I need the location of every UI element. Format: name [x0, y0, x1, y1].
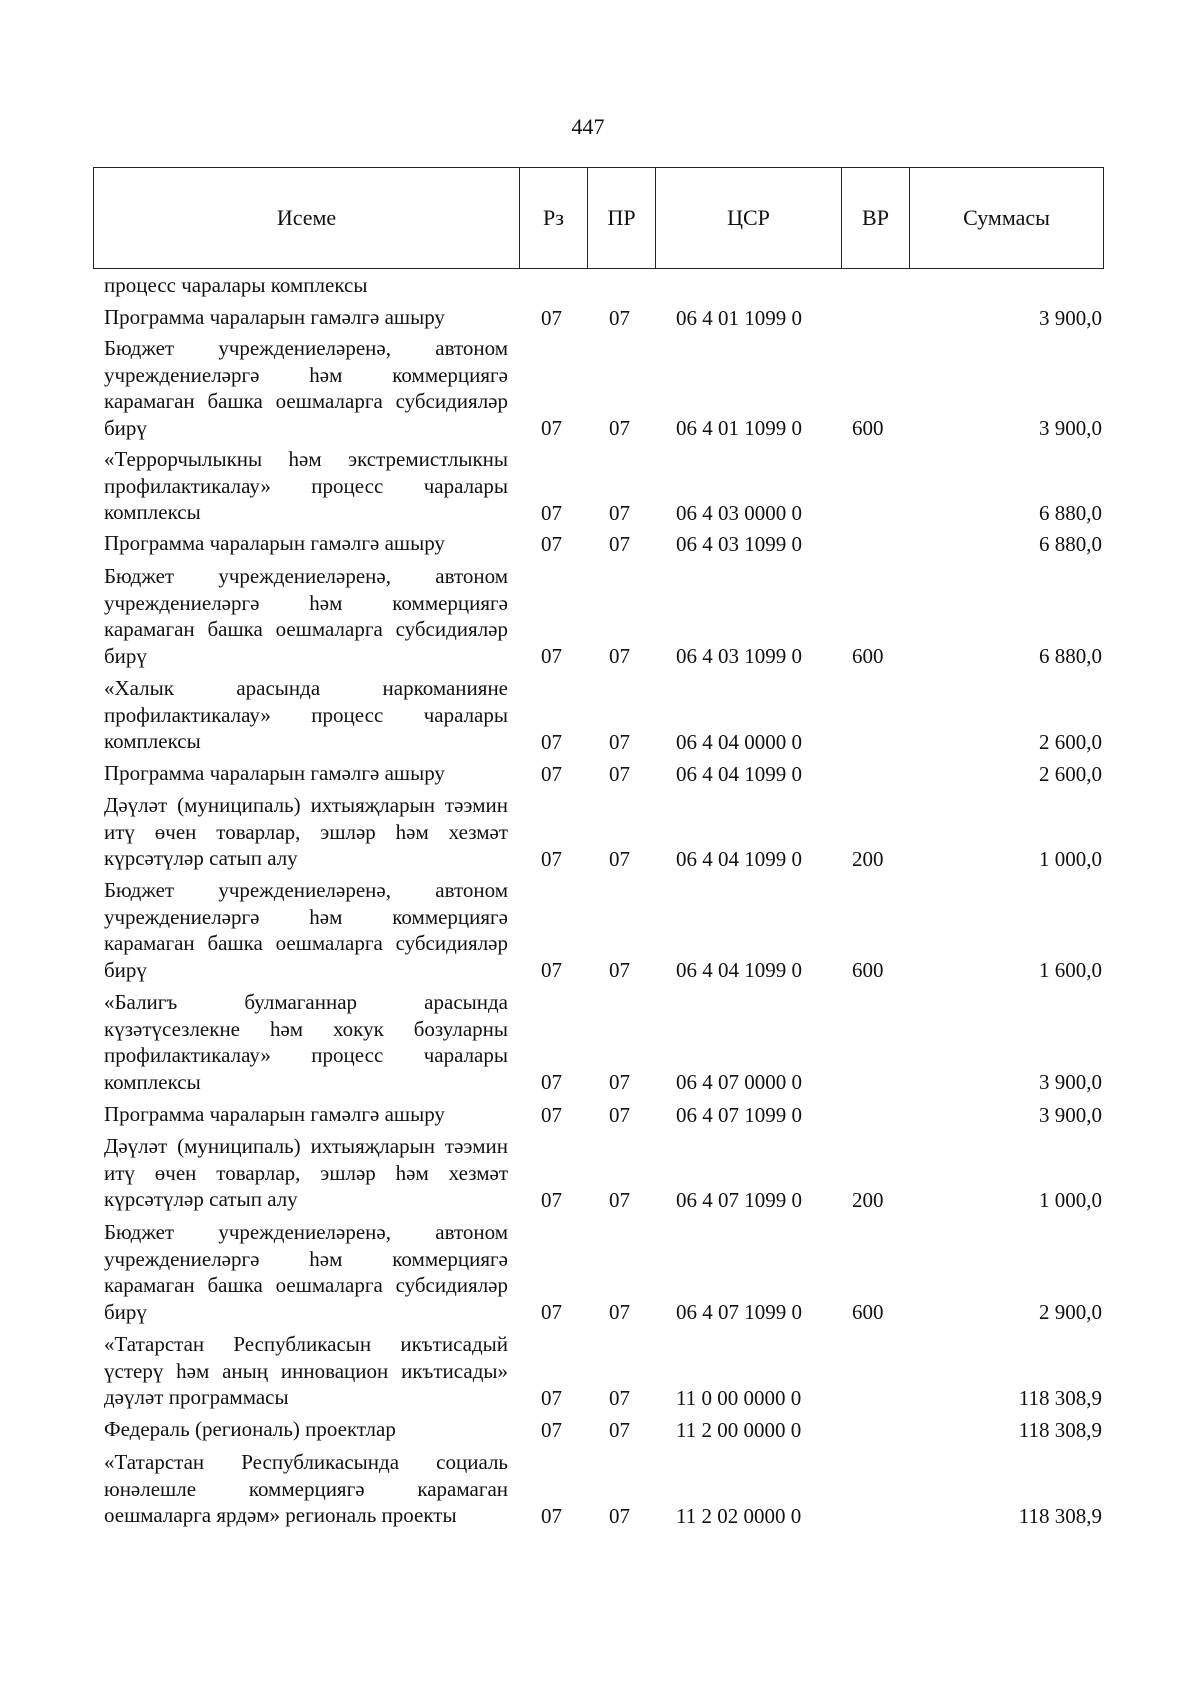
table-row: [0, 1101, 1200, 1128]
row-rz: 07: [541, 846, 562, 871]
table-row: [0, 760, 1200, 787]
row-name: Программа чараларын гамәлгә ашыру: [104, 761, 445, 785]
row-sum: 1 600,0: [1039, 957, 1102, 982]
row-name: Федераль (региональ) проектлар: [104, 1417, 396, 1441]
table-row: [0, 446, 1200, 526]
row-sum: 3 900,0: [1039, 415, 1102, 440]
row-csr: 06 4 04 1099 0: [676, 846, 802, 871]
table-row: [0, 563, 1200, 669]
row-name: «Татарстан Республикасын икътисадый үстерү һәм аның инновацион икътисады» дәүләт программасы: [104, 1332, 508, 1409]
header-rz: Рз: [520, 168, 588, 269]
table-row: [0, 304, 1200, 331]
row-pr: 07: [609, 500, 630, 525]
row-name: «Террорчылыкны һәм экстремистлыкны профилактикалау» процесс чаралары комплексы: [104, 447, 508, 524]
row-rz: 07: [541, 761, 562, 786]
row-csr: 06 4 07 1099 0: [676, 1299, 802, 1324]
row-name: Дәүләт (муниципаль) ихтыяҗларын тәэмин итү өчен товарлар, эшләр һәм хезмәт күрсәтүләр сатып алу: [104, 1134, 508, 1211]
row-csr: 06 4 07 1099 0: [676, 1187, 802, 1212]
row-name: Бюджет учреждениеләренә, автоном учреждениеләргә һәм коммерциягә карамаган башка оешмаларга субсидияләр бирү: [104, 564, 508, 668]
table-row: [0, 1219, 1200, 1325]
row-pr: 07: [609, 1503, 630, 1528]
row-name: «Халык арасында наркоманияне профилактикалау» процесс чаралары комплексы: [104, 676, 508, 753]
row-pr: 07: [609, 957, 630, 982]
row-pr: 07: [609, 1299, 630, 1324]
row-sum: 6 880,0: [1039, 500, 1102, 525]
row-rz: 07: [541, 729, 562, 754]
table-row: [0, 530, 1200, 557]
table-row: [0, 989, 1200, 1095]
row-sum: 1 000,0: [1039, 846, 1102, 871]
row-name: «Балигъ булмаганнар арасында күзәтүсезлекне һәм хокук бозуларны профилактикалау» процесс чаралары комплексы: [104, 990, 508, 1094]
row-csr: 11 2 02 0000 0: [676, 1503, 802, 1528]
row-csr: 06 4 03 0000 0: [676, 500, 802, 525]
row-csr: 06 4 01 1099 0: [676, 305, 802, 330]
row-vr: 200: [852, 1187, 884, 1212]
row-name: Бюджет учреждениеләренә, автоном учреждениеләргә һәм коммерциягә карамаган башка оешмаларга субсидияләр бирү: [104, 1220, 508, 1324]
row-vr: 200: [852, 846, 884, 871]
row-csr: 06 4 04 0000 0: [676, 729, 802, 754]
row-csr: 06 4 01 1099 0: [676, 415, 802, 440]
row-sum: 118 308,9: [1018, 1503, 1102, 1528]
header-sum: Суммасы: [910, 168, 1104, 269]
row-csr: 06 4 03 1099 0: [676, 531, 802, 556]
row-sum: 3 900,0: [1039, 1102, 1102, 1127]
row-csr: 06 4 04 1099 0: [676, 957, 802, 982]
row-pr: 07: [609, 761, 630, 786]
row-rz: 07: [541, 500, 562, 525]
row-rz: 07: [541, 1069, 562, 1094]
row-rz: 07: [541, 1417, 562, 1442]
table-row: [0, 1449, 1200, 1529]
row-csr: 06 4 07 0000 0: [676, 1069, 802, 1094]
row-sum: 3 900,0: [1039, 305, 1102, 330]
row-name: Программа чараларын гамәлгә ашыру: [104, 305, 445, 329]
row-csr: 06 4 07 1099 0: [676, 1102, 802, 1127]
row-rz: 07: [541, 1299, 562, 1324]
row-rz: 07: [541, 1102, 562, 1127]
row-csr: 06 4 04 1099 0: [676, 761, 802, 786]
table-row: [0, 1416, 1200, 1443]
row-csr: 06 4 03 1099 0: [676, 643, 802, 668]
row-sum: 2 600,0: [1039, 729, 1102, 754]
header-pr: ПР: [588, 168, 656, 269]
page-number: 447: [571, 114, 605, 139]
row-name: «Татарстан Республикасында социаль юнәлешле коммерциягә карамаган оешмаларга ярдәм» региональ проекты: [104, 1450, 508, 1527]
row-pr: 07: [609, 729, 630, 754]
table-row: [0, 272, 1200, 299]
row-rz: 07: [541, 1187, 562, 1212]
table-row: [0, 1331, 1200, 1411]
row-rz: 07: [541, 643, 562, 668]
table-row: [0, 792, 1200, 872]
row-rz: 07: [541, 1385, 562, 1410]
row-rz: 07: [541, 957, 562, 982]
row-vr: 600: [852, 415, 884, 440]
row-sum: 3 900,0: [1039, 1069, 1102, 1094]
row-sum: 2 600,0: [1039, 761, 1102, 786]
row-csr: 11 0 00 0000 0: [676, 1385, 802, 1410]
header-name: Исеме: [94, 168, 520, 269]
row-pr: 07: [609, 415, 630, 440]
row-pr: 07: [609, 1417, 630, 1442]
table-row: [0, 877, 1200, 983]
row-name: Бюджет учреждениеләренә, автоном учреждениеләргә һәм коммерциягә карамаган башка оешмаларга субсидияләр бирү: [104, 878, 508, 982]
row-rz: 07: [541, 1503, 562, 1528]
row-sum: 2 900,0: [1039, 1299, 1102, 1324]
row-pr: 07: [609, 305, 630, 330]
row-name: процесс чаралары комплексы: [104, 273, 368, 297]
row-sum: 118 308,9: [1018, 1417, 1102, 1442]
row-pr: 07: [609, 1187, 630, 1212]
row-pr: 07: [609, 643, 630, 668]
row-sum: 6 880,0: [1039, 531, 1102, 556]
header-csr: ЦСР: [656, 168, 842, 269]
row-name: Программа чараларын гамәлгә ашыру: [104, 1102, 445, 1126]
row-name: Дәүләт (муниципаль) ихтыяҗларын тәэмин итү өчен товарлар, эшләр һәм хезмәт күрсәтүләр сатып алу: [104, 793, 508, 870]
row-pr: 07: [609, 531, 630, 556]
row-name: Бюджет учреждениеләренә, автоном учреждениеләргә һәм коммерциягә карамаган башка оешмаларга субсидияләр бирү: [104, 336, 508, 440]
row-rz: 07: [541, 305, 562, 330]
row-name: Программа чараларын гамәлгә ашыру: [104, 531, 445, 555]
row-pr: 07: [609, 1069, 630, 1094]
table-row: [0, 1133, 1200, 1213]
row-sum: 1 000,0: [1039, 1187, 1102, 1212]
table-row: [0, 335, 1200, 441]
row-vr: 600: [852, 643, 884, 668]
row-sum: 118 308,9: [1018, 1385, 1102, 1410]
row-csr: 11 2 00 0000 0: [676, 1417, 802, 1442]
row-sum: 6 880,0: [1039, 643, 1102, 668]
row-vr: 600: [852, 957, 884, 982]
row-pr: 07: [609, 1102, 630, 1127]
row-vr: 600: [852, 1299, 884, 1324]
table-row: [0, 675, 1200, 755]
row-rz: 07: [541, 531, 562, 556]
header-vr: ВР: [842, 168, 910, 269]
row-rz: 07: [541, 415, 562, 440]
row-pr: 07: [609, 846, 630, 871]
row-pr: 07: [609, 1385, 630, 1410]
